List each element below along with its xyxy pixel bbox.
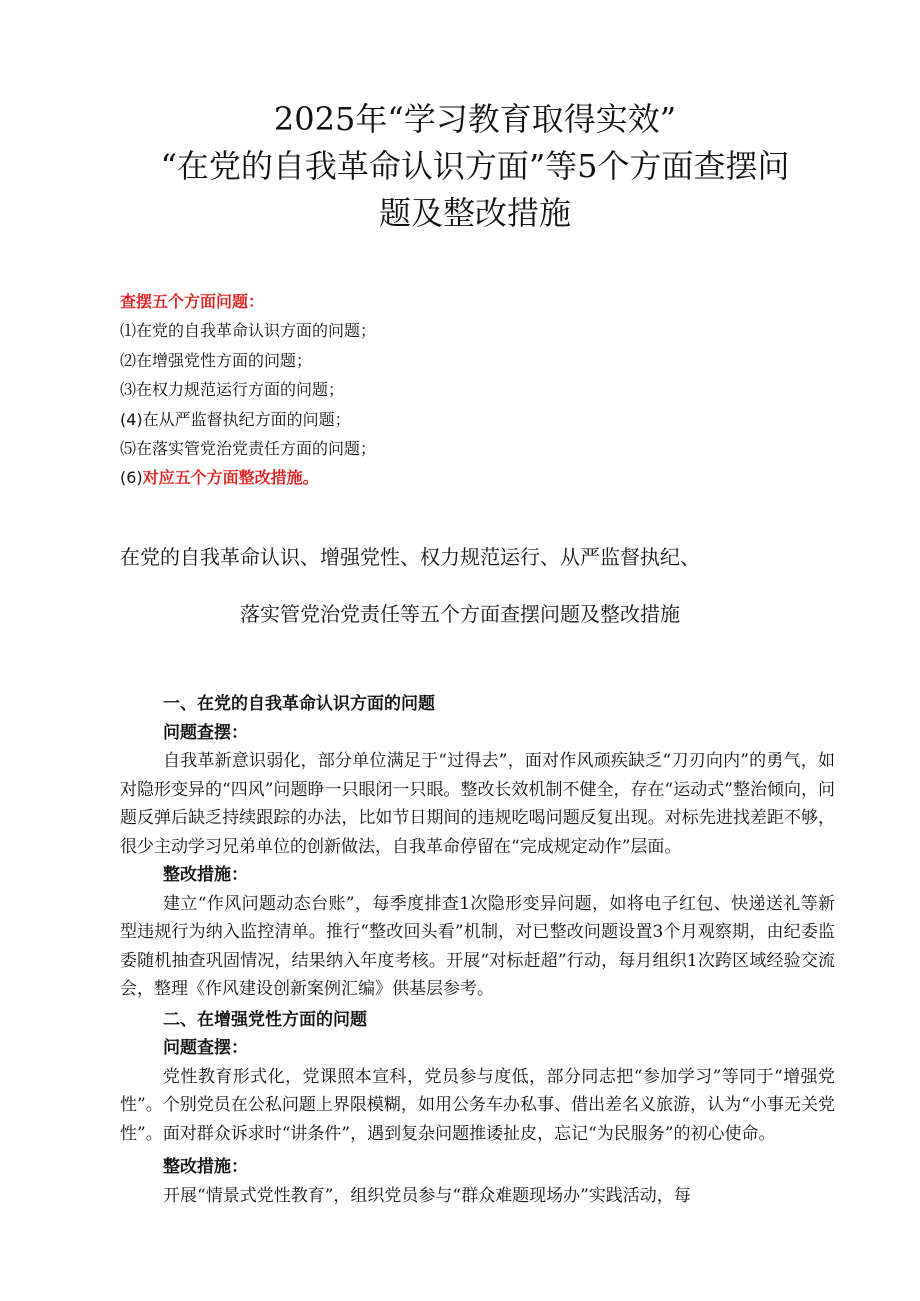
subtitle-line-2: 落实管党治党责任等五个方面查摆问题及整改措施	[240, 602, 680, 626]
section-2-problem-text: 党性教育形式化，党课照本宣科，党员参与度低，部分同志把“参加学习”等同于“增强党性”。个别党员在公私问题上界限模糊，如用公务车办私事、借出差名义旅游，认为“小事无关党性”。面对群众诉求时“讲条件”，遇到复杂问题推诿扯皮，忘记“为民服务”的初心使命。	[120, 1066, 835, 1144]
section-2-heading: 二、在增强党性方面的问题	[163, 1009, 367, 1030]
outline-item-6	[120, 463, 820, 492]
title-line-2: “在党的自我革命认识方面”等5个方面查摆问	[160, 147, 790, 185]
outline-item-6-text: 对应五个方面整改措施。	[142, 468, 319, 488]
outline-item-4-number: (4)	[120, 409, 143, 429]
section-2-problem-label: 问题查摆：	[163, 1038, 248, 1058]
outline-item-6-number: (6)	[120, 468, 143, 488]
section-1-heading: 一、在党的自我革命认识方面的问题	[163, 694, 435, 714]
outline-item-4-text: 在从严监督执纪方面的问题；	[142, 409, 351, 429]
outline-item-3: ⑶在权力规范运行方面的问题；	[120, 380, 345, 400]
title-line-1: 2025年“学习教育取得实效”	[273, 100, 677, 138]
section-1-measure-text: 建立“作风问题动态台账”，每季度排查1次隐形变异问题，如将电子红包、快递送礼等新型违规行为纳入监控清单。推行“整改回头看”机制，对已整改问题设置3个月观察期，由纪委监委随机抽查巩固情况，结果纳入年度考核。开展“对标赶超”行动，每月组织1次跨区域经验交流会，整理《作风建设创新案例汇编》供基层参考。	[120, 893, 835, 999]
outline-item-1: ⑴在党的自我革命认识方面的问题；	[120, 321, 377, 341]
section-1-problem-text: 自我革新意识弱化，部分单位满足于“过得去”，面对作风顽疾缺乏“刀刃向内”的勇气，如对隐形变异的“四风”问题睁一只眼闭一只眼。整改长效机制不健全，存在“运动式”整治倾向，问题反弹后缺乏持续跟踪的办法，比如节日期间的违规吃喝问题反复出现。对标先进找差距不够，很少主动学习兄弟单位的创新做法，自我革命停留在“完成规定动作”层面。	[120, 751, 835, 857]
document-title	[110, 96, 840, 237]
outline-list	[120, 287, 820, 493]
section-2-measure-text: 开展“情景式党性教育”，组织党员参与“群众难题现场办”实践活动，每	[163, 1185, 691, 1206]
section-2-measure-label: 整改措施：	[163, 1157, 248, 1177]
outline-item-5: ⑸在落实管党治党责任方面的问题；	[120, 439, 377, 459]
subtitle-line-1: 在党的自我革命认识、增强党性、权力规范运行、从严监督执纪、	[120, 545, 700, 569]
outline-item-2: ⑵在增强党性方面的问题；	[120, 350, 313, 370]
title-line-3: 题及整改措施	[378, 194, 571, 232]
outline-heading: 查摆五个方面问题：	[120, 292, 265, 311]
section-1-measure-label: 整改措施：	[163, 865, 248, 885]
document-body	[120, 690, 835, 1210]
section-1-problem-label: 问题查摆：	[163, 722, 248, 743]
outline-item-4	[120, 405, 820, 434]
